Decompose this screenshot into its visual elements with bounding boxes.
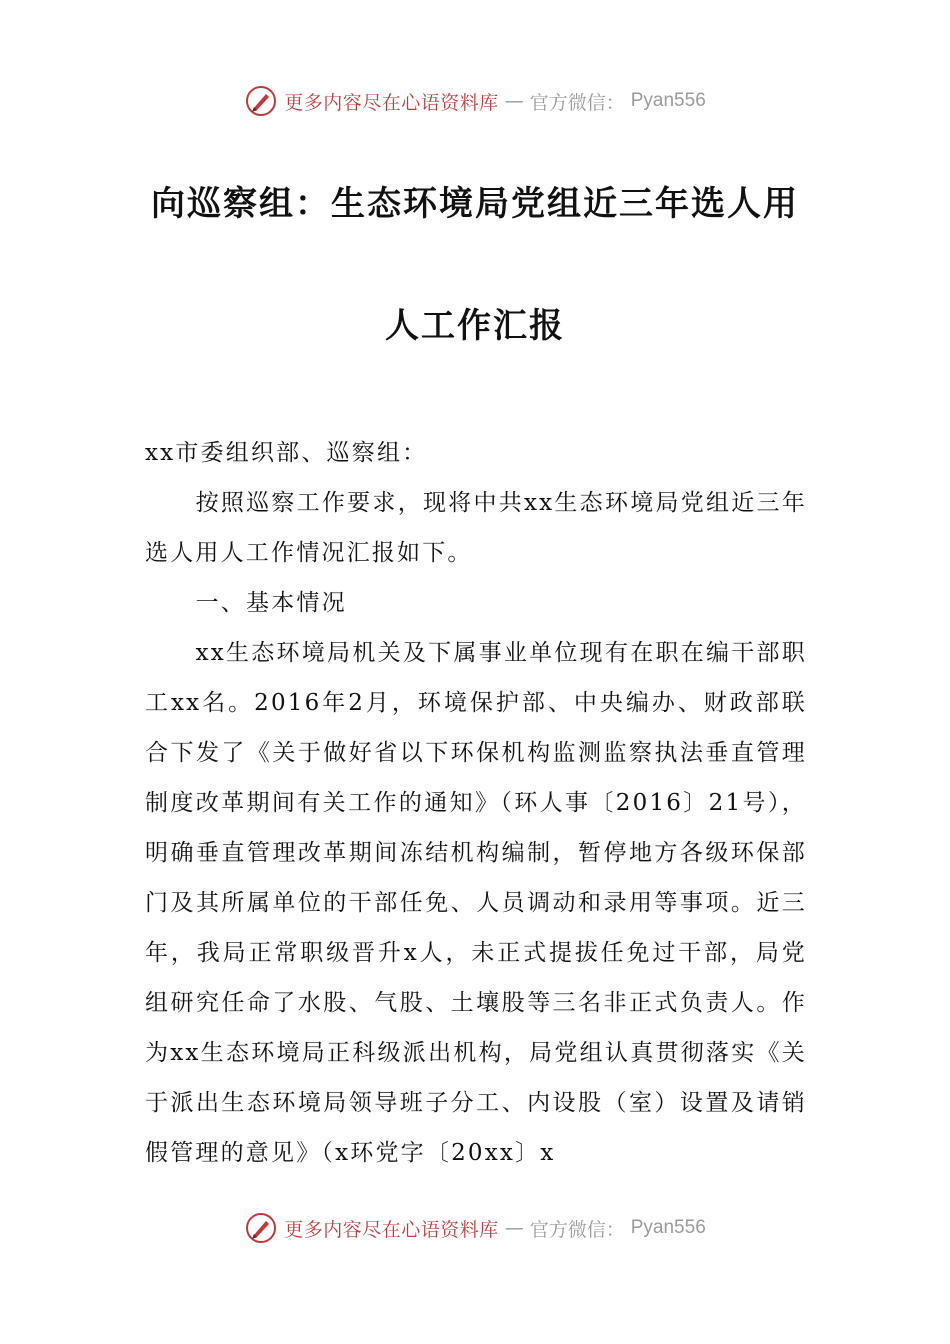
watermark-separator: — xyxy=(504,1217,524,1239)
section-body-paragraph: xx生态环境局机关及下属事业单位现有在职在编干部职工xx名。2016年2月，环境保护部、中央编办、财政部联合下发了《关于做好省以下环保机构监测监察执法垂直管理制度改革期间有关工作的通知》（环人事〔2016〕21号），明确垂直管理改革期间冻结机构编制，暂停地方各级环保部门及其所属单位的干部任免、人员调动和录用等事项。近三年，我局正常职级晋升x人，未正式提拔任免过干部，局党组研究任命了水股、气股、土壤股等三名非正式负责人。作为xx生态环境局正科级派出机构，局党组认真贯彻落实《关于派出生态环境局领导班子分工、内设股（室）设置及请销假管理的意见》（x环党字〔20xx〕x xyxy=(145,640,807,1166)
watermark-wechat-id: Pyan556 xyxy=(630,90,706,111)
document-body xyxy=(145,428,807,1178)
document-title-line-1: 向巡察组：生态环境局党组近三年选人用 xyxy=(151,184,799,224)
watermark-wechat-label: 官方微信： xyxy=(529,91,625,114)
watermark-wechat-id: Pyan556 xyxy=(630,1217,706,1238)
salutation: xx市委组织部、巡察组： xyxy=(145,440,428,466)
pen-logo-icon xyxy=(244,1211,278,1245)
intro-paragraph: 按照巡察工作要求，现将中共xx生态环境局党组近三年选人用人工作情况汇报如下。 xyxy=(145,490,807,566)
section-heading: 一、基本情况 xyxy=(195,590,347,616)
watermark-footer xyxy=(0,1211,950,1245)
pen-logo-icon xyxy=(244,84,278,118)
document-title-line-2: 人工作汇报 xyxy=(385,306,565,346)
watermark-wechat-label: 官方微信： xyxy=(529,1218,625,1241)
watermark-brand-text: 更多内容尽在心语资料库 xyxy=(284,91,499,114)
watermark-separator: — xyxy=(504,90,524,112)
watermark-header xyxy=(0,84,950,118)
watermark-brand-text: 更多内容尽在心语资料库 xyxy=(284,1218,499,1241)
